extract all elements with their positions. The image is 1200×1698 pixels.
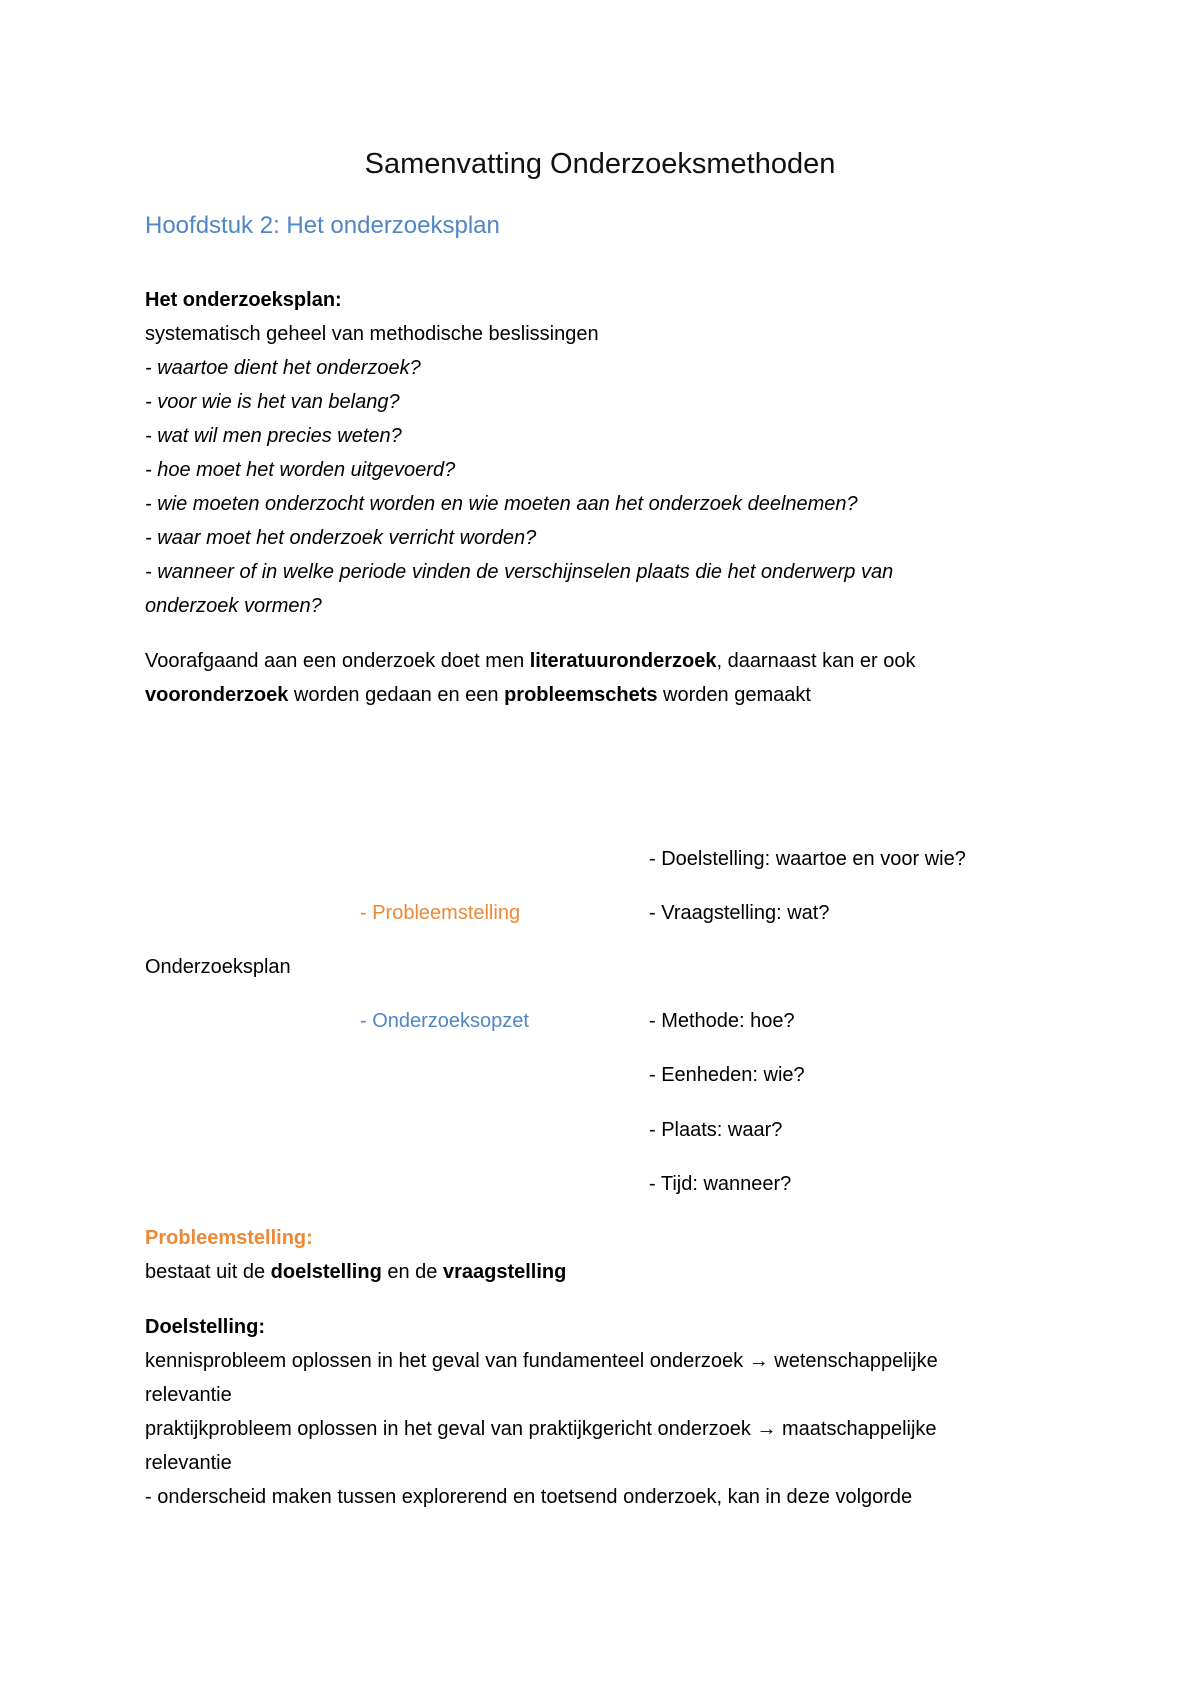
intro-term: literatuuronderzoek <box>529 650 717 672</box>
plan-definition: systematisch geheel van methodische beslissingen <box>145 323 599 345</box>
goal-line: praktijkprobleem oplossen in het geval van praktijkgericht onderzoek → maatschappelijke <box>145 1418 937 1440</box>
intro-term: probleemschets <box>504 684 658 706</box>
scheme-branch-design: - Onderzoeksopzet <box>360 1010 529 1032</box>
goal-line: relevantie <box>145 1452 232 1474</box>
goal-line: - onderscheid maken tussen explorerend en toetsend onderzoek, kan in deze volgorde <box>145 1486 913 1508</box>
intro-text: worden gedaan en een <box>288 684 505 706</box>
goal-line: kennisprobleem oplossen in het geval van fundamenteel onderzoek → wetenschappelijke <box>145 1350 938 1372</box>
plan-question: - wat wil men precies weten? <box>145 425 402 447</box>
scheme-leaf: - Vraagstelling: wat? <box>649 902 830 924</box>
plan-question: - voor wie is het van belang? <box>145 391 400 413</box>
intro-text: Voorafgaand aan een onderzoek doet men <box>145 650 530 672</box>
scheme-leaf: - Tijd: wanneer? <box>649 1173 792 1195</box>
intro-text: , daarnaast kan er ook <box>716 650 916 672</box>
plan-section <box>145 283 1065 623</box>
intro-paragraph <box>145 644 1065 712</box>
scheme-leaf: - Eenheden: wie? <box>649 1064 805 1086</box>
intro-line-1 <box>145 644 1065 678</box>
intro-text: worden gemaakt <box>657 684 811 706</box>
scheme-leaf: - Plaats: waar? <box>649 1119 783 1141</box>
goal-heading: Doelstelling: <box>145 1316 266 1338</box>
plan-question: onderzoek vormen? <box>145 595 322 617</box>
plan-question: - waartoe dient het onderzoek? <box>145 357 421 379</box>
problem-statement-section <box>145 1221 1065 1289</box>
problem-statement-heading: Probleemstelling: <box>145 1227 313 1249</box>
plan-question: - wanneer of in welke periode vinden de verschijnselen plaats die het onderwerp van <box>145 561 894 583</box>
goal-section <box>145 1310 1065 1514</box>
ps-term: vraagstelling <box>442 1261 567 1283</box>
plan-question: - hoe moet het worden uitgevoerd? <box>145 459 456 481</box>
plan-question: - waar moet het onderzoek verricht worden? <box>145 527 537 549</box>
scheme-branch-problem: - Probleemstelling <box>360 902 521 924</box>
document-title: Samenvatting Onderzoeksmethoden <box>364 148 836 180</box>
scheme-leaf: - Doelstelling: waartoe en voor wie? <box>649 848 966 870</box>
goal-line: relevantie <box>145 1384 232 1406</box>
scheme-root: Onderzoeksplan <box>145 956 291 978</box>
intro-term: vooronderzoek <box>145 684 289 706</box>
chapter-heading: Hoofdstuk 2: Het onderzoeksplan <box>145 212 500 239</box>
ps-text: bestaat uit de <box>145 1261 271 1283</box>
intro-line-2 <box>145 678 1065 712</box>
plan-question: - wie moeten onderzocht worden en wie moeten aan het onderzoek deelnemen? <box>145 493 858 515</box>
plan-heading: Het onderzoeksplan: <box>145 289 342 311</box>
problem-statement-text <box>145 1255 1065 1289</box>
scheme-leaf: - Methode: hoe? <box>649 1010 795 1032</box>
ps-text: en de <box>381 1261 443 1283</box>
ps-term: doelstelling <box>270 1261 382 1283</box>
